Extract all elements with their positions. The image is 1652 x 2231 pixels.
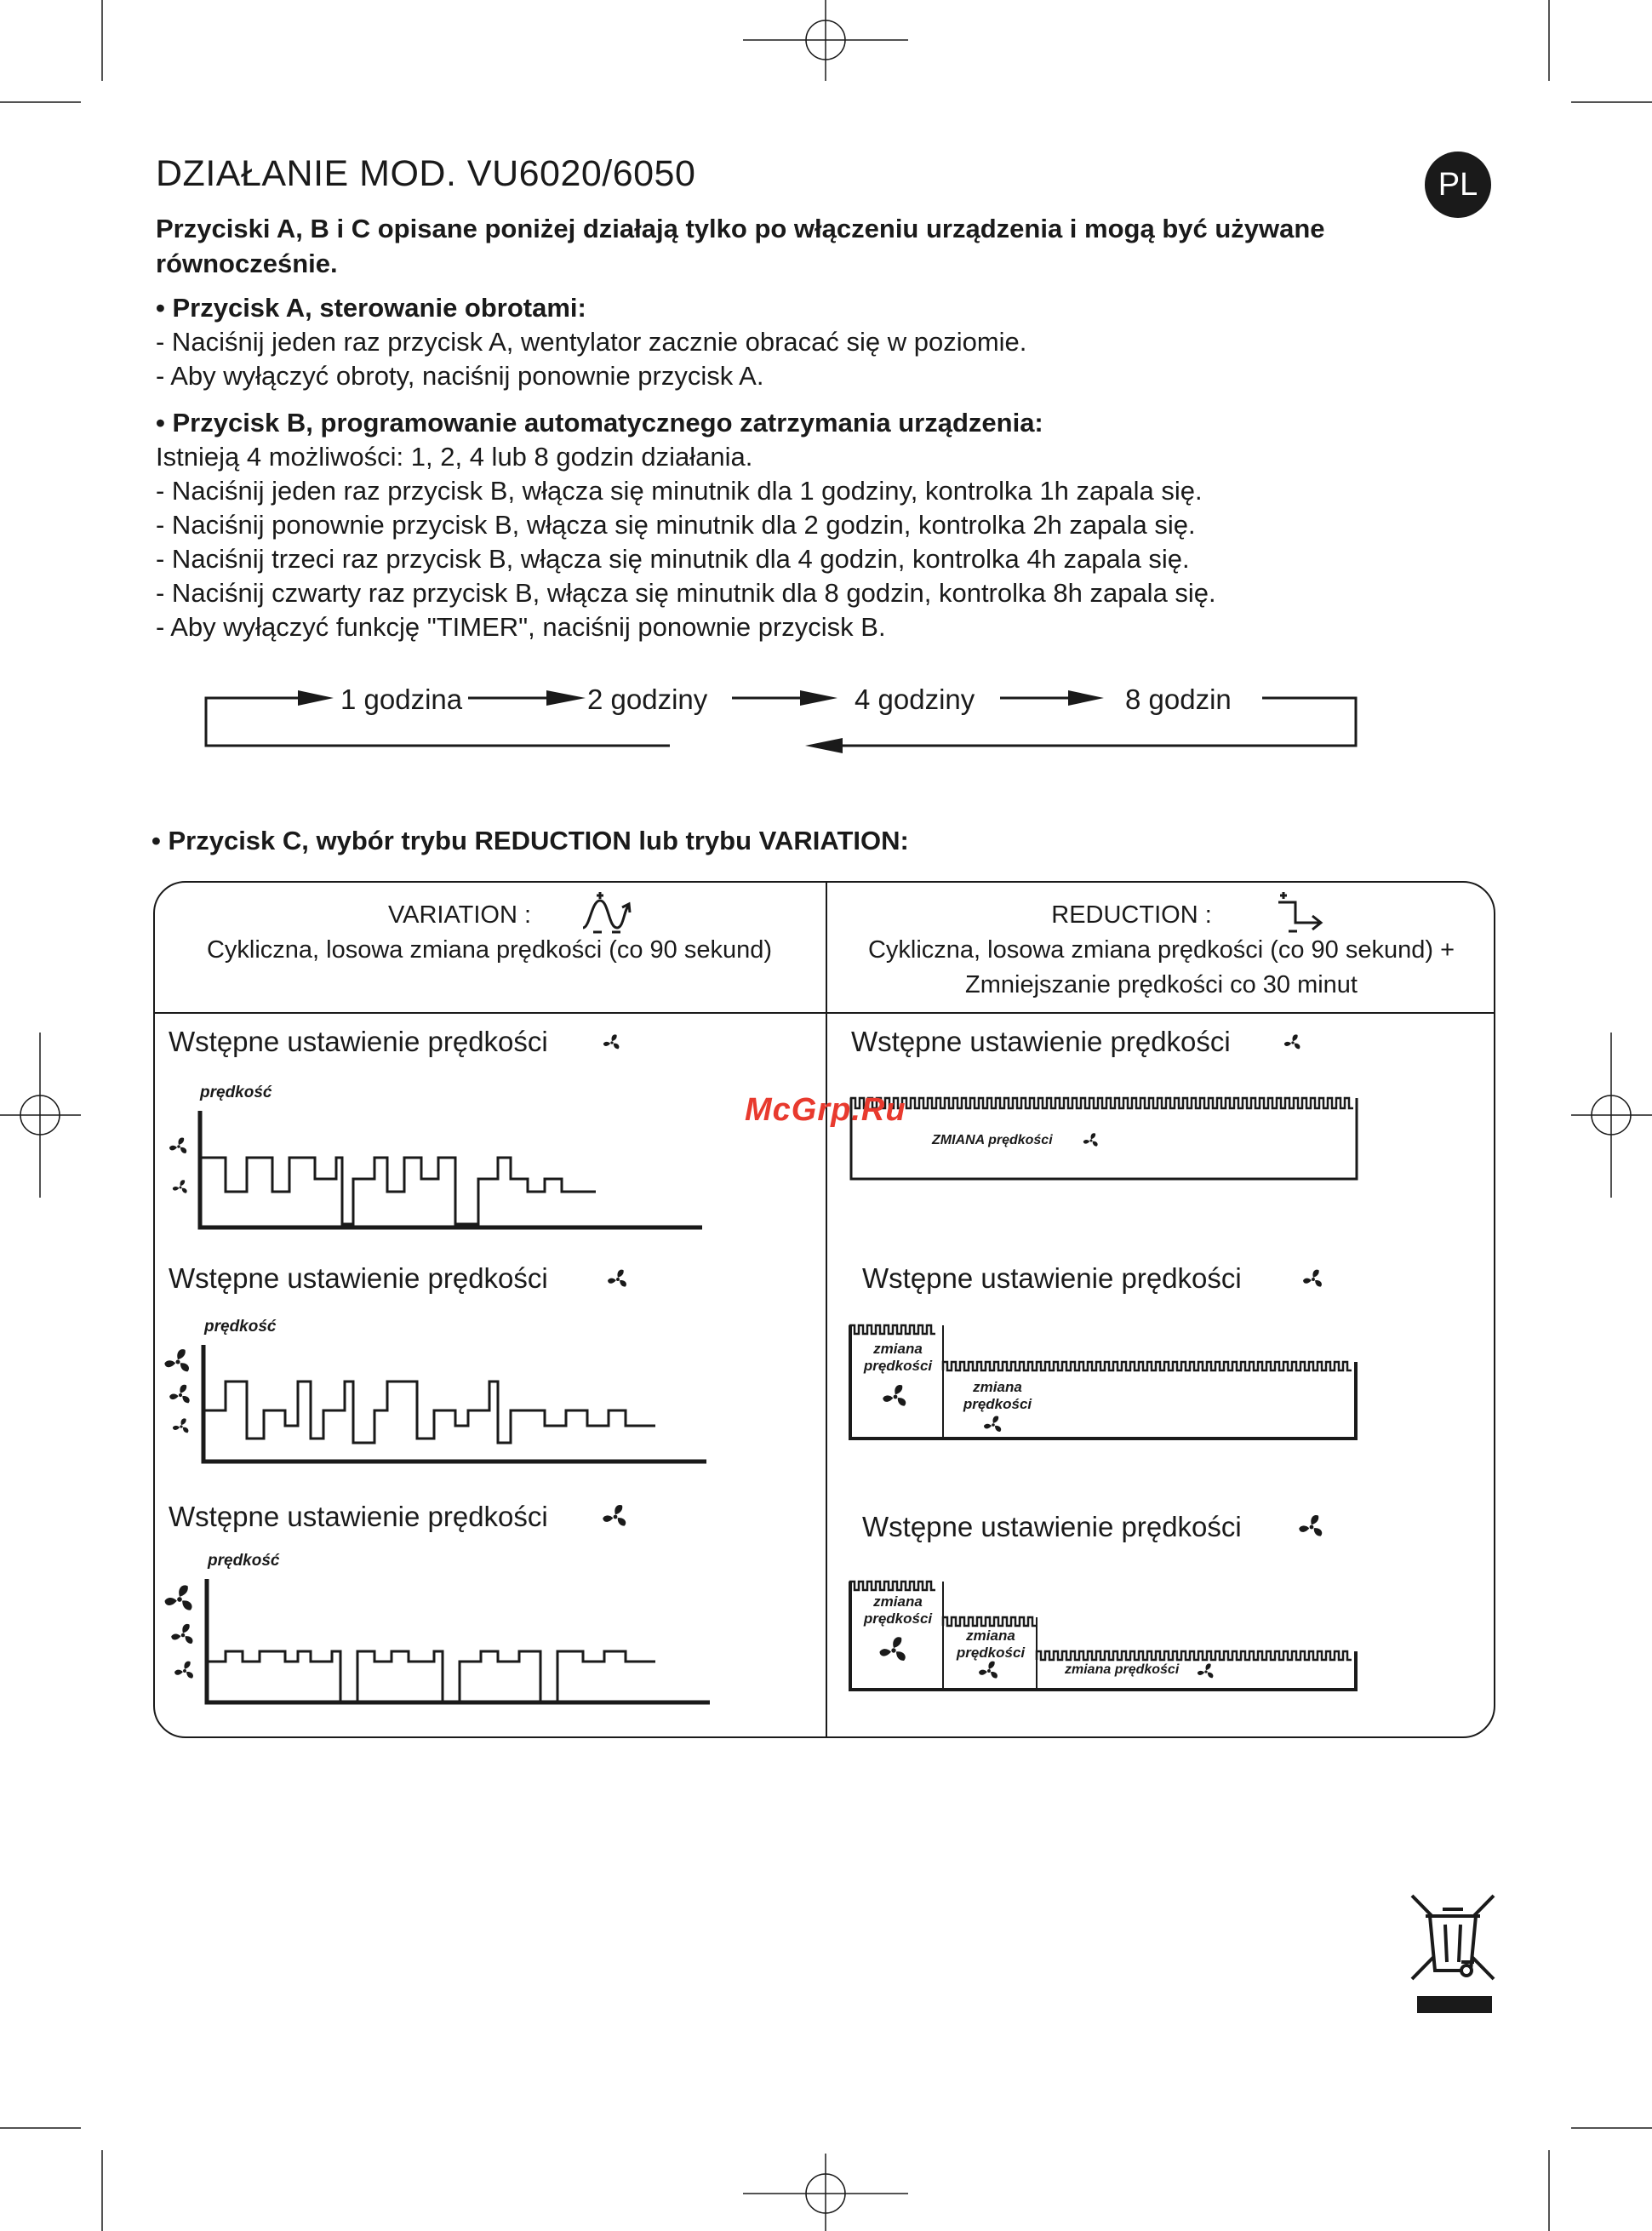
language-badge: PL xyxy=(1425,152,1491,218)
preset-speed-label: Wstępne ustawienie prędkości xyxy=(862,1262,1242,1294)
variation-header xyxy=(153,898,826,968)
variation-desc: Cykliczna, losowa zmiana prędkości (co 90 sekund) xyxy=(206,936,773,964)
zmiana-word: zmiana xyxy=(873,1341,923,1357)
fan-low-icon xyxy=(1083,1132,1100,1149)
fan-low-icon xyxy=(603,1033,621,1052)
fan-low-icon xyxy=(1283,1033,1302,1052)
timer-step: 4 godziny xyxy=(855,684,975,715)
section-b-line: - Naciśnij trzeci raz przycisk B, włącza się minutnik dla 4 godzin, kontrolka 4h zapala się. xyxy=(156,544,1190,574)
reduction-mode-icon xyxy=(1277,892,1328,935)
zmiana-label xyxy=(854,1593,942,1627)
zmiana-word: zmiana xyxy=(973,1379,1022,1395)
zmiana-label: zmiana prędkości xyxy=(1065,1662,1180,1677)
variation-graph-low xyxy=(162,1098,757,1251)
zmiana-label: ZMIANA prędkości xyxy=(932,1133,1053,1147)
fan-medium-icon xyxy=(1302,1268,1324,1290)
preset-speed-label: Wstępne ustawienie prędkości xyxy=(862,1511,1242,1542)
reduction-graph-low xyxy=(843,1090,1370,1183)
section-b-line: - Naciśnij jeden raz przycisk B, włącza się minutnik dla 1 godziny, kontrolka 1h zapala się. xyxy=(156,476,1203,506)
timer-step: 2 godziny xyxy=(587,684,708,715)
predkosci-word: prędkości xyxy=(956,1645,1026,1661)
section-c-heading: • Przycisk C, wybór trybu REDUCTION lub trybu VARIATION: xyxy=(151,826,909,855)
zmiana-word: zmiana xyxy=(966,1627,1015,1644)
intro-text: Przyciski A, B i C opisane poniżej działają tylko po włączeniu urządzenia i mogą być używane równocześnie. xyxy=(156,214,1325,278)
timer-step: 8 godzin xyxy=(1125,684,1232,715)
fan-medium-icon xyxy=(978,1660,1000,1682)
preset-speed-label: Wstępne ustawienie prędkości xyxy=(169,1026,548,1057)
fan-medium-icon xyxy=(607,1268,629,1290)
section-b-heading: • Przycisk B, programowanie automatycznego zatrzymania urządzenia: xyxy=(156,408,1043,438)
fan-low-icon xyxy=(1197,1662,1215,1681)
speed-axis-label: prędkość xyxy=(200,1084,272,1101)
variation-graph-medium xyxy=(162,1332,757,1485)
fan-low-icon xyxy=(983,1415,1003,1435)
section-b-line: - Aby wyłączyć funkcję "TIMER", naciśnij ponownie przycisk B. xyxy=(156,612,886,642)
zmiana-label xyxy=(854,1341,942,1375)
table-divider xyxy=(153,1012,1495,1014)
reduction-title: REDUCTION : xyxy=(1051,901,1212,929)
reduction-desc: Cykliczna, losowa zmiana prędkości (co 90 sekund) + xyxy=(867,936,1455,964)
watermark: McGrp.Ru xyxy=(745,1092,906,1128)
timer-cycle-diagram xyxy=(0,672,1652,775)
predkosci-word: prędkości xyxy=(863,1358,933,1374)
section-a-heading: • Przycisk A, sterowanie obrotami: xyxy=(156,293,586,323)
weee-bin-icon xyxy=(1409,1894,1502,2030)
predkosci-word: prędkości xyxy=(963,1396,1032,1412)
reduction-header xyxy=(827,898,1495,1003)
section-b-line: - Naciśnij ponownie przycisk B, włącza się minutnik dla 2 godzin, kontrolka 2h zapala się. xyxy=(156,510,1196,540)
reduction-graph-medium xyxy=(843,1315,1379,1434)
variation-title: VARIATION : xyxy=(387,901,532,929)
timer-step: 1 godzina xyxy=(340,684,463,715)
variation-graph-high xyxy=(162,1566,757,1719)
section-b-line: Istnieją 4 możliwości: 1, 2, 4 lub 8 godzin działania. xyxy=(156,442,753,472)
speed-axis-label: prędkość xyxy=(204,1318,277,1336)
zmiana-label xyxy=(945,1627,1037,1662)
fan-high-icon xyxy=(878,1635,909,1666)
section-b-line: - Naciśnij czwarty raz przycisk B, włącza się minutnik dla 8 godzin, kontrolka 8h zapala się. xyxy=(156,578,1216,608)
reduction-desc: Zmniejszanie prędkości co 30 minut xyxy=(965,971,1358,998)
speed-axis-label: prędkość xyxy=(208,1552,280,1570)
section-a-line: - Aby wyłączyć obroty, naciśnij ponownie przycisk A. xyxy=(156,361,764,391)
zmiana-label xyxy=(952,1379,1043,1413)
preset-speed-label: Wstępne ustawienie prędkości xyxy=(169,1501,548,1532)
section-b xyxy=(156,406,1415,644)
section-a-line: - Naciśnij jeden raz przycisk A, wentylator zacznie obracać się w poziomie. xyxy=(156,327,1027,357)
predkosci-word: prędkości xyxy=(863,1610,933,1627)
table-divider xyxy=(826,881,827,1738)
fan-high-icon xyxy=(602,1503,629,1530)
preset-speed-label: Wstępne ustawienie prędkości xyxy=(169,1262,548,1294)
section-a xyxy=(156,291,1415,393)
preset-speed-label: Wstępne ustawienie prędkości xyxy=(851,1026,1231,1057)
page-title: DZIAŁANIE MOD. VU6020/6050 xyxy=(156,153,696,194)
fan-high-icon xyxy=(1298,1513,1325,1541)
variation-mode-icon xyxy=(581,892,632,935)
fan-medium-icon xyxy=(882,1383,909,1410)
zmiana-word: zmiana xyxy=(873,1593,923,1610)
